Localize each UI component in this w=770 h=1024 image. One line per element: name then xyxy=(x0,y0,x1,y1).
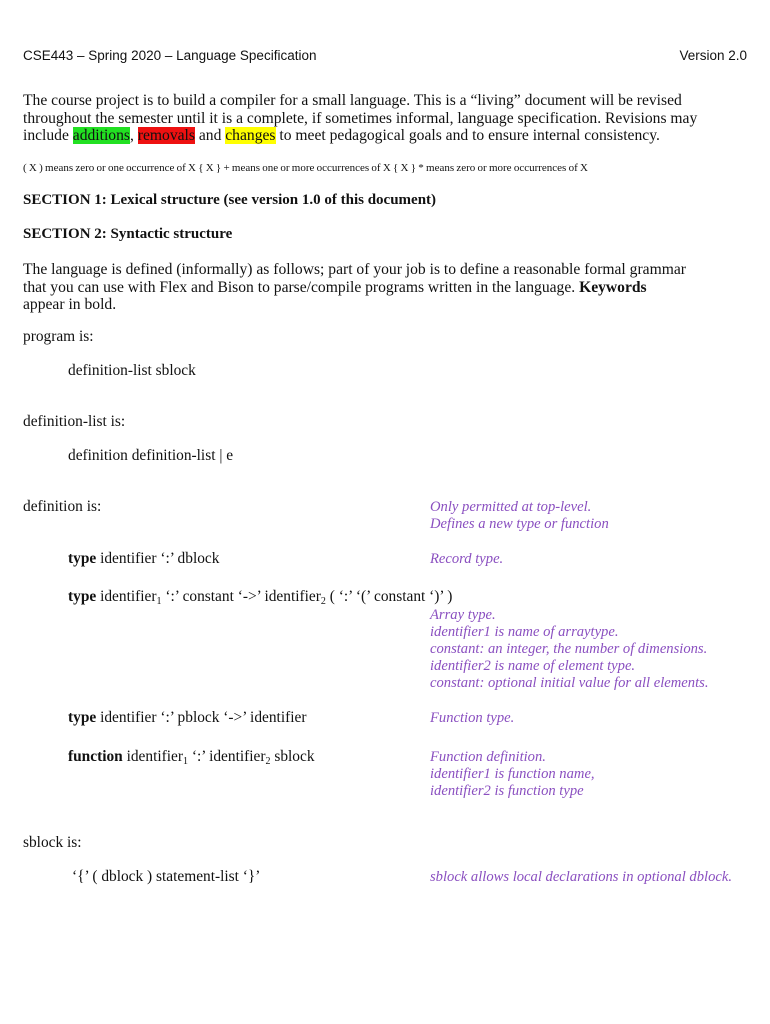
keywords-bold: Keywords xyxy=(579,278,647,296)
intro-text: , xyxy=(129,127,138,144)
keyword-type: type xyxy=(68,709,97,726)
description-line-1: The language is defined (informally) as follows; part of your job is to define a reasonable formal grammar xyxy=(23,261,686,278)
intro-text: and xyxy=(194,127,226,144)
intro-text: to meet pedagogical goals and to ensure internal consistency. xyxy=(275,127,660,144)
document-version: Version 2.0 xyxy=(679,48,747,63)
note-line: Record type. xyxy=(430,551,504,567)
note-line: identifier2 is name of element type. xyxy=(430,658,636,674)
document-title: CSE443 – Spring 2020 – Language Specification xyxy=(23,48,317,63)
grammar-sblock-head: sblock is: xyxy=(23,834,82,851)
rule-text: identifier xyxy=(96,588,157,605)
subscript: 1 xyxy=(156,596,162,607)
note-line: Array type. xyxy=(430,607,496,623)
subscript: 2 xyxy=(265,756,271,767)
grammar-definition-list-head: definition-list is: xyxy=(23,413,126,430)
note-line: identifier1 is name of arraytype. xyxy=(430,624,619,640)
keyword-type: type xyxy=(68,550,97,567)
description-text: that you can use with Flex and Bison to parse/compile programs written in the language. xyxy=(23,278,580,296)
subscript: 1 xyxy=(183,756,188,767)
subscript: 2 xyxy=(320,596,326,607)
grammar-sblock-rule: ‘{’ ( dblock ) statement-list ‘}’ xyxy=(72,868,261,885)
keyword-function: function xyxy=(68,748,123,765)
highlight-removals: removals xyxy=(137,127,195,144)
note-line: identifier1 is function name, xyxy=(430,766,595,782)
grammar-definition-head: definition is: xyxy=(23,498,102,515)
grammar-program-rule: definition-list sblock xyxy=(68,362,196,379)
section-2-heading: SECTION 2: Syntactic structure xyxy=(23,226,233,242)
description-line-3: appear in bold. xyxy=(23,296,117,313)
rule-text: ‘:’ constant ‘->’ identifier xyxy=(161,588,321,605)
intro-line-1: The course project is to build a compiler for a small language. This is a “living” document will be revised xyxy=(23,92,682,109)
note-line: Function definition. xyxy=(430,749,546,765)
note-line: identifier2 is function type xyxy=(430,783,584,799)
rule-array-type xyxy=(68,588,452,606)
intro-line-2: throughout the semester until it is a complete, if sometimes informal, language specification. Revisions may xyxy=(23,109,698,127)
function-definition-note xyxy=(430,749,750,800)
definition-note xyxy=(430,499,750,533)
keyword-type: type xyxy=(68,588,97,605)
note-line: Only permitted at top-level. xyxy=(430,499,592,515)
section-1-heading: SECTION 1: Lexical structure (see version 1.0 of this document) xyxy=(23,192,437,208)
notation-legend: ( X ) means zero or one occurrence of X { X } + means one or more occurrences of X { X } * means zero or more occurrences of X xyxy=(23,162,588,174)
rule-text: sblock xyxy=(270,748,315,765)
record-type-note xyxy=(430,551,750,568)
note-line: constant: optional initial value for all elements. xyxy=(430,675,709,691)
intro-text: include xyxy=(23,127,73,144)
rule-record-type xyxy=(68,550,219,568)
description-line-2 xyxy=(23,279,753,297)
note-line: Defines a new type or function xyxy=(430,516,609,532)
note-line: Function type. xyxy=(430,710,515,726)
note-line: constant: an integer, the number of dimensions. xyxy=(430,641,708,657)
grammar-program-head: program is: xyxy=(23,328,94,345)
array-type-note xyxy=(430,607,760,692)
rule-function-definition xyxy=(68,748,315,766)
rule-text: identifier ‘:’ pblock ‘->’ identifier xyxy=(96,709,307,726)
rule-text: identifier xyxy=(122,748,183,765)
intro-paragraph xyxy=(23,92,753,145)
function-type-note xyxy=(430,710,750,727)
intro-line-3 xyxy=(23,127,753,145)
grammar-definition-list-rule: definition definition-list | e xyxy=(68,447,234,464)
rule-function-type xyxy=(68,709,306,727)
description-paragraph xyxy=(23,261,753,314)
rule-text: ( ‘:’ ‘(’ constant ‘)’ ) xyxy=(325,588,453,605)
highlight-changes: changes xyxy=(225,127,276,144)
sblock-note: sblock allows local declarations in optional dblock. xyxy=(430,869,732,885)
highlight-additions: additions xyxy=(72,127,130,144)
rule-text: ‘:’ identifier xyxy=(188,748,266,765)
rule-text: identifier ‘:’ dblock xyxy=(96,550,220,567)
